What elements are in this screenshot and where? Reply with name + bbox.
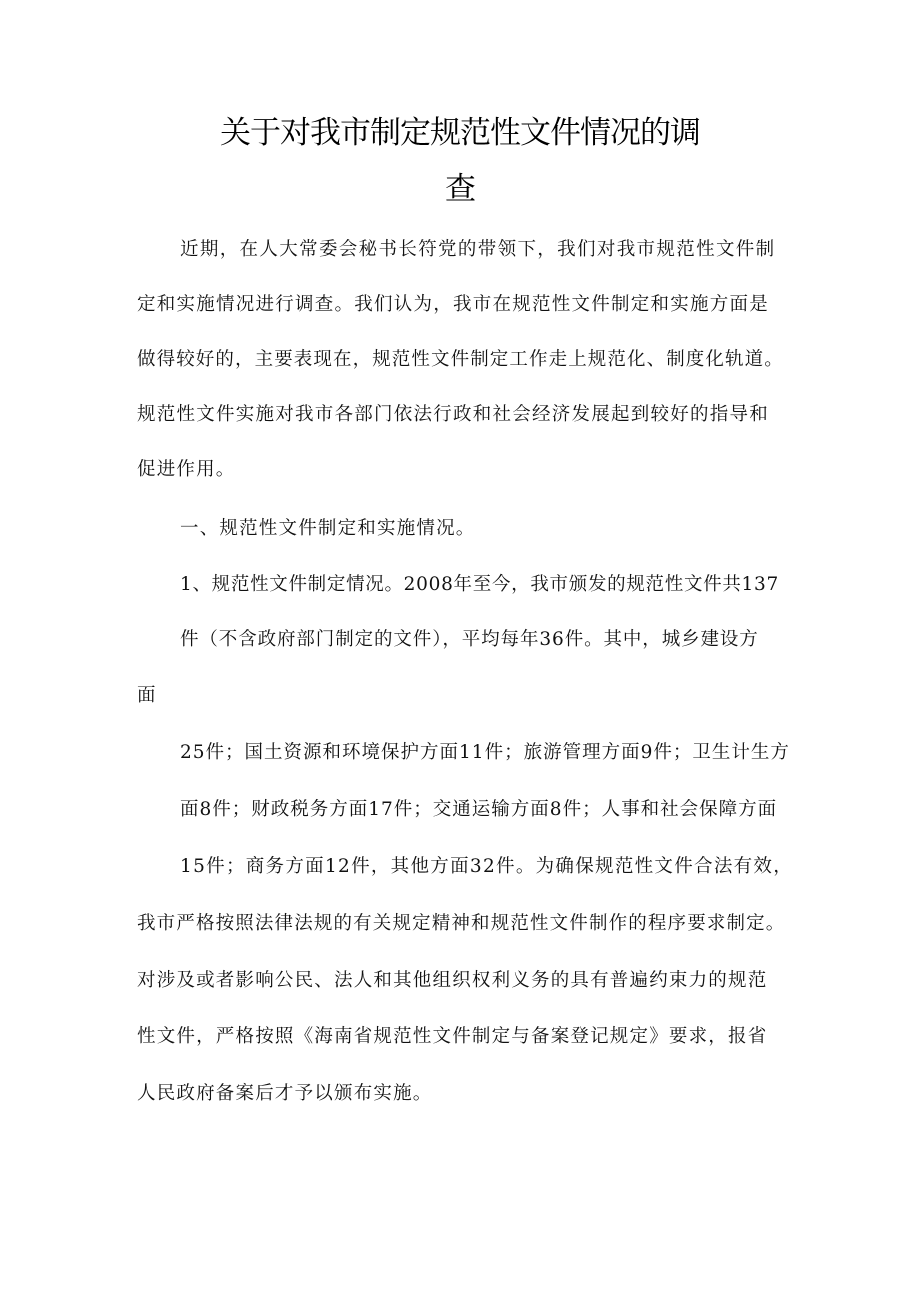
body-text-line: 面8件；财政税务方面17件；交通运输方面8件；人事和社会保障方面 [180,799,778,820]
body-text-line: 近期，在人大常委会秘书长符党的带领下，我们对我市规范性文件制 [180,239,776,260]
body-text-line: 对涉及或者影响公民、法人和其他组织权利义务的具有普遍约束力的规范 [137,970,768,991]
body-text-line: 人民政府备案后才予以颁布实施。 [137,1083,433,1104]
body-text-line: 规范性文件实施对我市各部门依法行政和社会经济发展起到较好的指导和 [137,404,770,425]
body-text-line: 面 [137,685,157,706]
body-text-line: 促进作用。 [137,459,236,480]
body-text-line: 定和实施情况进行调查。我们认为，我市在规范性文件制定和实施方面是 [137,294,770,315]
body-text-line: 25件；国土资源和环境保护方面11件；旅游管理方面9件；卫生计生方 [180,742,790,763]
body-text-line: 我市严格按照法律法规的有关规定精神和规范性文件制作的程序要求制定。 [137,913,786,934]
body-text-line: 1、规范性文件制定情况。2008年至今，我市颁发的规范性文件共137 [180,574,779,595]
section-heading: 一、规范性文件制定和实施情况。 [180,518,476,539]
body-text-line: 性文件，严格按照《海南省规范性文件制定与备案登记规定》要求，报省 [137,1026,768,1047]
body-text-line: 15件；商务方面12件，其他方面32件。为确保规范性文件合法有效， [180,856,794,877]
body-text-line: 件（不含政府部门制定的文件），平均每年36件。其中，城乡建设方 [180,629,759,650]
body-text-line: 做得较好的，主要表现在，规范性文件制定工作走上规范化、制度化轨道。 [137,349,784,370]
document-title-line-1: 关于对我市制定规范性文件情况的调 [220,115,700,151]
document-title-line-2: 查 [445,171,475,207]
